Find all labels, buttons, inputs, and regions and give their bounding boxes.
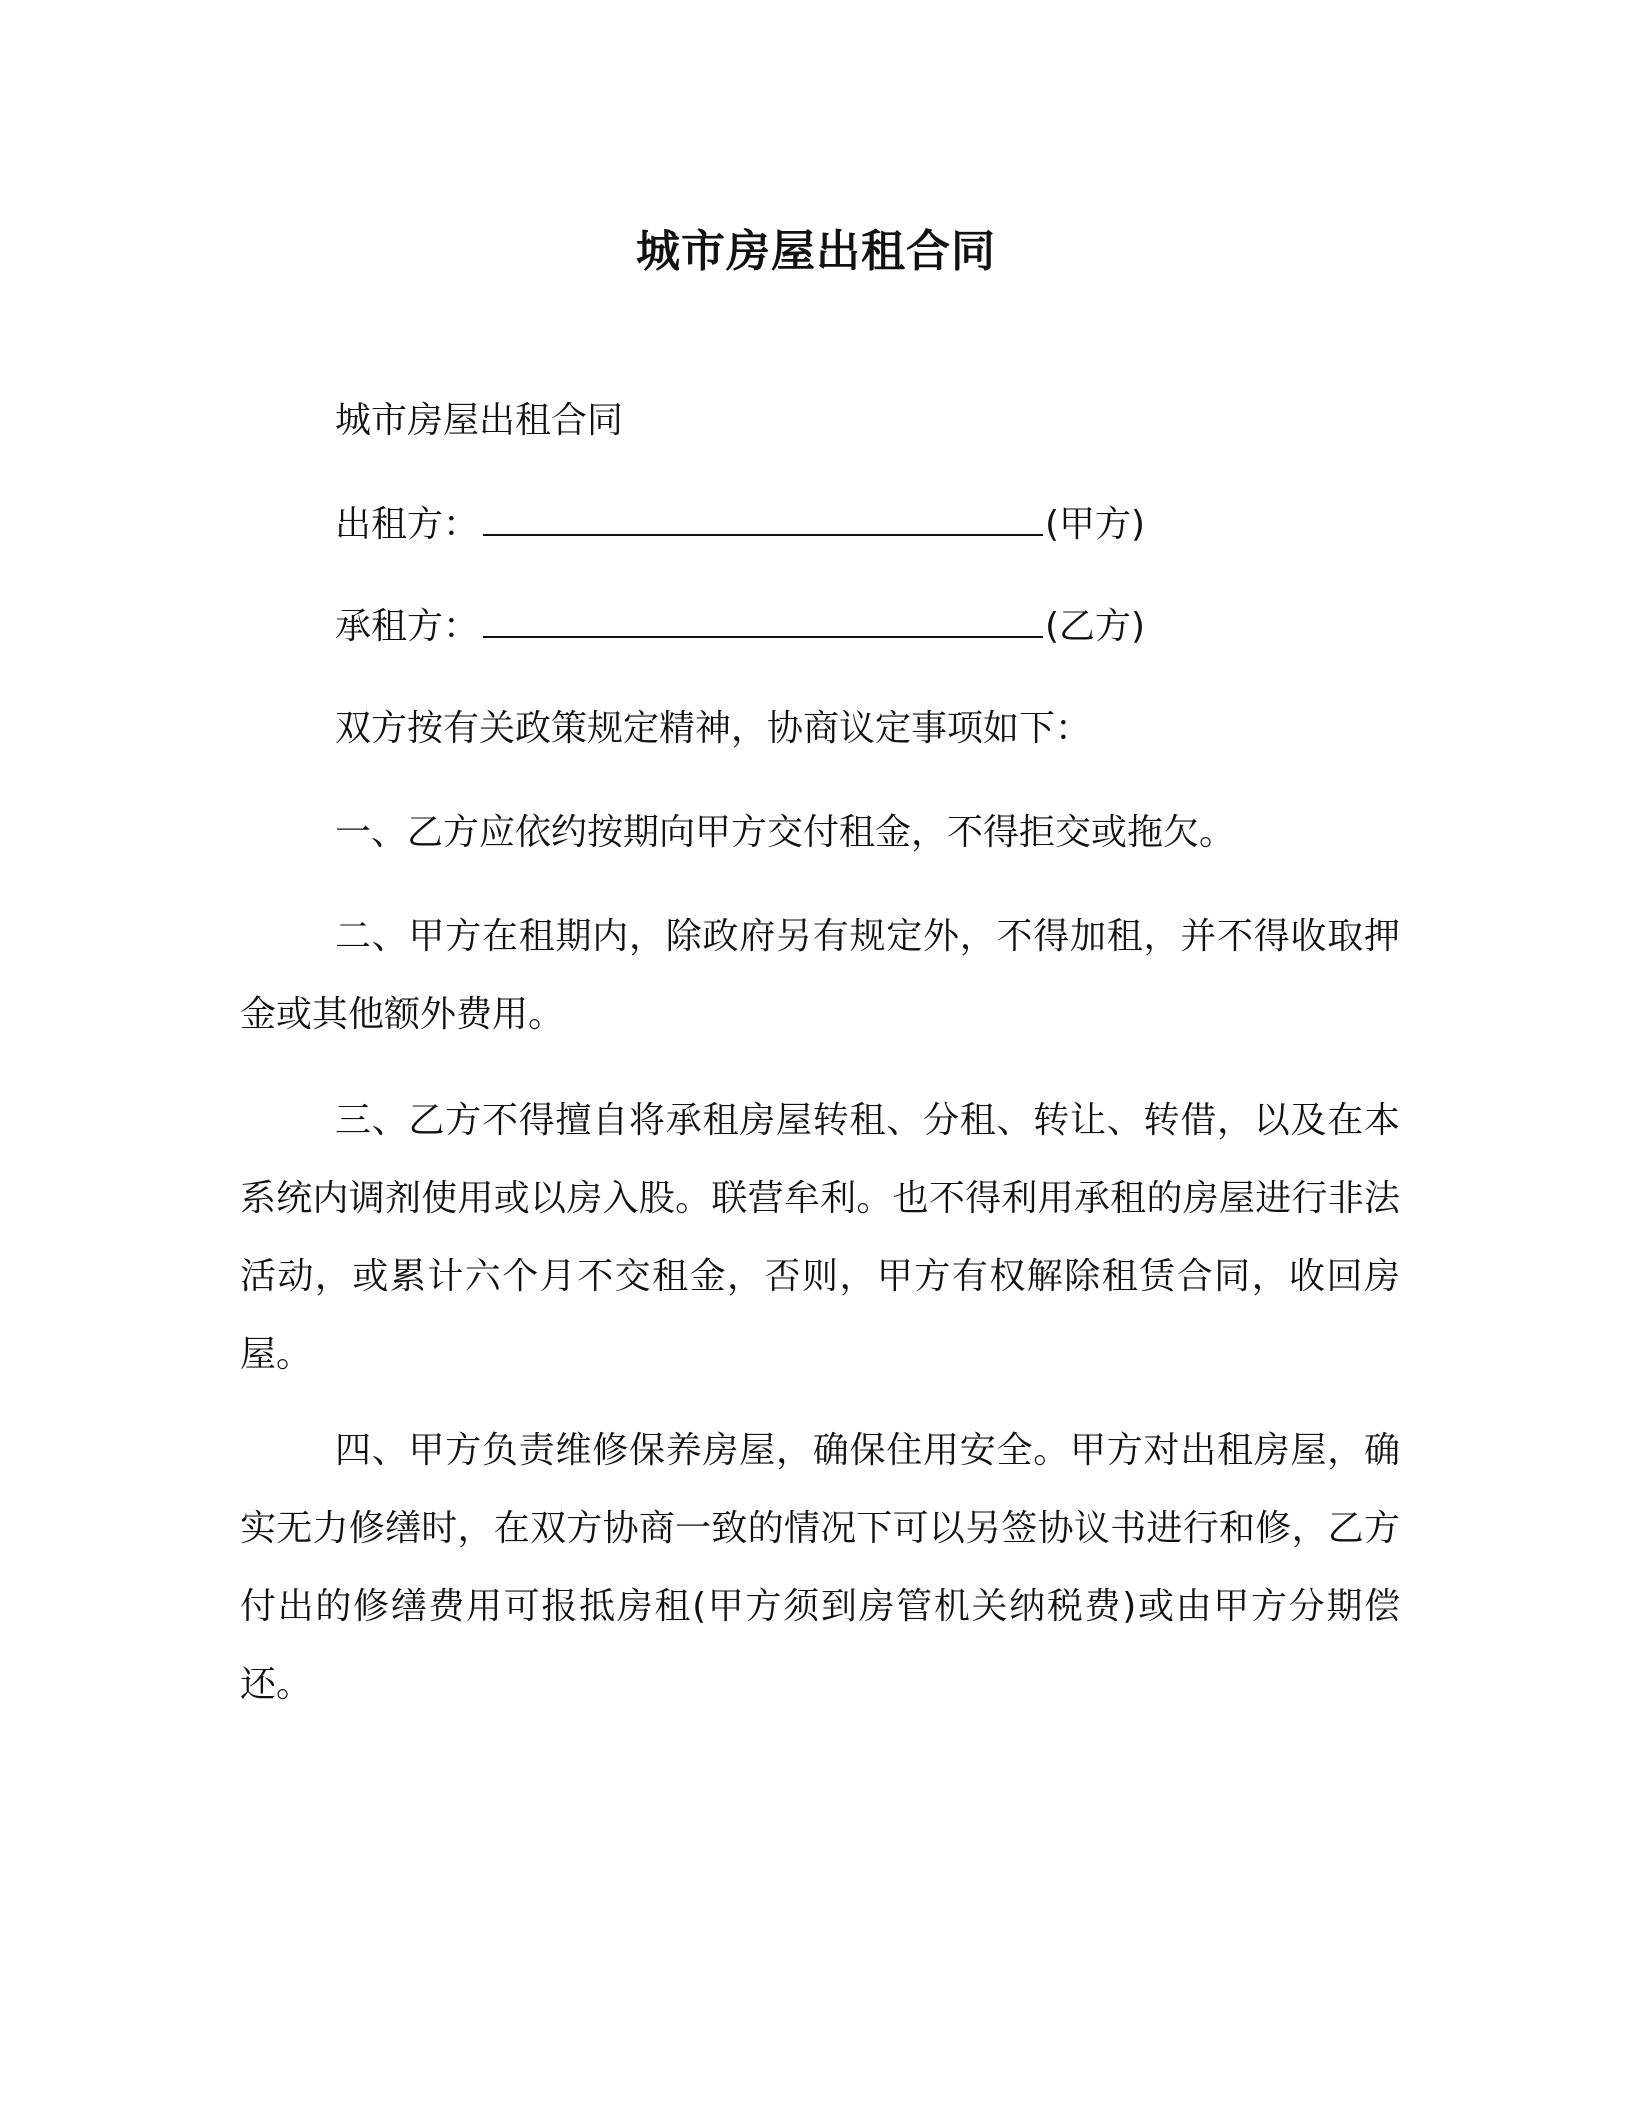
lessee-line — [335, 600, 1145, 652]
lessee-blank — [483, 600, 1043, 638]
intro-text: 双方按有关政策规定精神，协商议定事项如下： — [335, 708, 1092, 749]
lessee-role: (乙方) — [1045, 606, 1146, 647]
clause-1: 一、乙方应依约按期向甲方交付租金，不得拒交或拖欠。 — [335, 812, 1236, 853]
clause-3: 三、乙方不得擅自将承租房屋转租、分租、转让、转借，以及在本系统内调剂使用或以房入股。联营牟利。也不得利用承租的房屋进行非法活动，或累计六个月不交租金，否则，甲方有权解除租赁合同，收回房屋。 — [240, 1100, 1400, 1375]
clause-2: 二、甲方在租期内，除政府另有规定外，不得加租，并不得收取押金或其他额外费用。 — [240, 916, 1400, 1035]
document-title: 城市房屋出租合同 — [636, 226, 996, 277]
lessor-role: (甲方) — [1045, 504, 1146, 545]
document-subtitle: 城市房屋出租合同 — [335, 400, 624, 441]
lessor-line — [335, 498, 1145, 550]
clause-4: 四、甲方负责维修保养房屋，确保住用安全。甲方对出租房屋，确实无力修缮时，在双方协商一致的情况下可以另签协议书进行和修，乙方付出的修缮费用可报抵房租(甲方须到房管机关纳税费)或由甲方分期偿还。 — [240, 1430, 1400, 1705]
lessee-label: 承租方： — [335, 606, 480, 647]
lessor-blank — [483, 498, 1043, 536]
lessor-label: 出租方： — [335, 504, 480, 545]
